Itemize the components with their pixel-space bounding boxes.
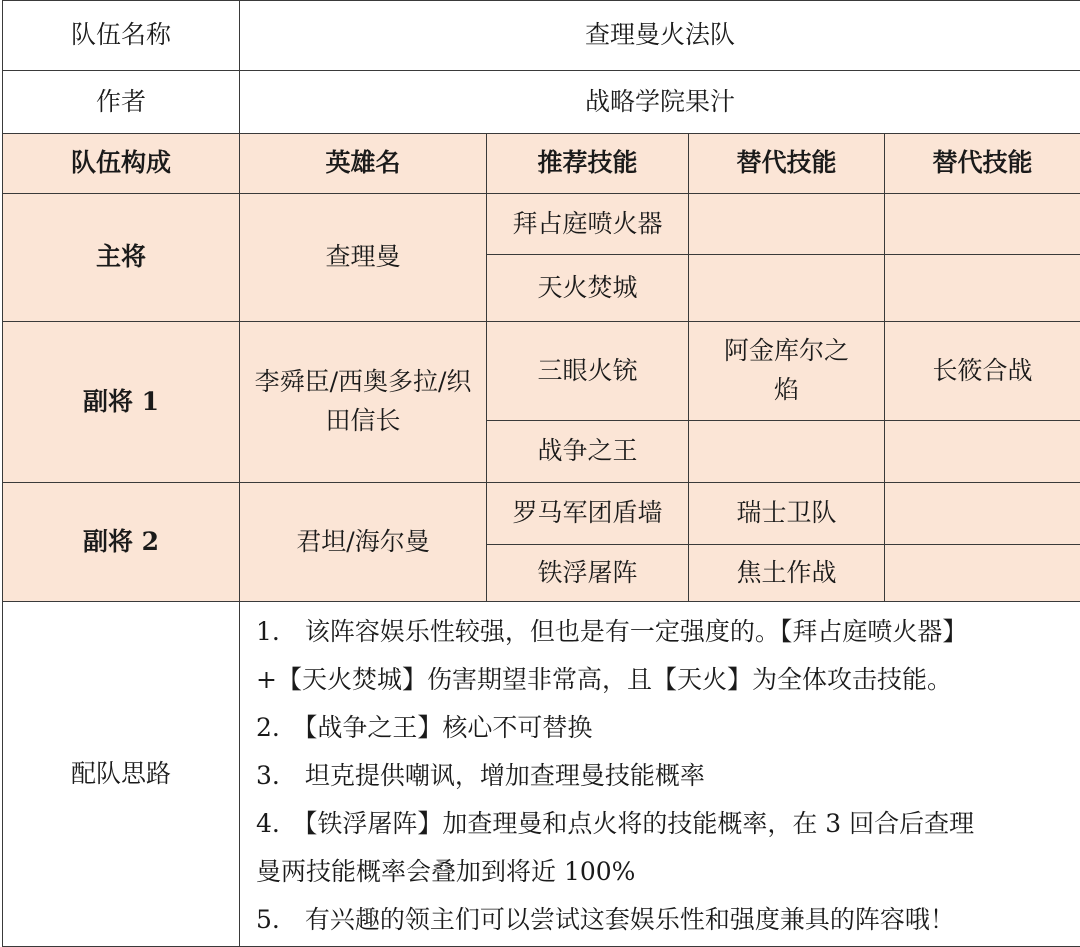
strategy-line: 3. 坦克提供嘲讽，增加查理曼技能概率 [256,752,1066,800]
skill-recommended: 战争之王 [487,421,689,483]
strategy-row [3,602,1080,947]
skill-alt-1 [689,255,885,322]
strategy-line: 曼两技能概率会叠加到将近 100% [256,848,1066,896]
vice-general-2-hero: 君坦/海尔曼 [240,483,487,602]
author-label: 作者 [3,71,240,134]
skill-alt-1 [689,421,885,483]
skill-recommended: 铁浮屠阵 [487,545,689,602]
skill-alt-1: 瑞士卫队 [689,483,885,545]
header-row [3,134,1080,194]
header-recommended-skill: 推荐技能 [487,134,689,194]
vice-general-1-hero: 李舜臣/西奥多拉/织田信长 [240,322,487,483]
header-alt-skill-2: 替代技能 [885,134,1080,194]
strategy-line: 4. 【铁浮屠阵】加查理曼和点火将的技能概率，在 3 回合后查理 [256,800,1066,848]
vice-general-1-row-1 [3,322,1080,421]
skill-alt-2 [885,483,1080,545]
vice-general-2-role: 副将 2 [3,483,240,602]
skill-alt-1 [689,194,885,255]
header-composition: 队伍构成 [3,134,240,194]
author-value: 战略学院果汁 [240,71,1080,134]
strategy-line: 5. 有兴趣的领主们可以尝试这套娱乐性和强度兼具的阵容哦！ [256,896,1066,944]
author-row [3,71,1080,134]
skill-alt-2 [885,545,1080,602]
skill-alt-2: 长筱合战 [885,322,1080,421]
skill-recommended: 拜占庭喷火器 [487,194,689,255]
skill-alt-2 [885,421,1080,483]
vice-general-2-row-1 [3,483,1080,545]
skill-alt-2 [885,194,1080,255]
header-alt-skill-1: 替代技能 [689,134,885,194]
strategy-label: 配队思路 [3,602,240,947]
strategy-notes [240,602,1080,947]
strategy-line: 1. 该阵容娱乐性较强，但也是有一定强度的。【拜占庭喷火器】 [256,608,1066,656]
skill-alt-1: 焦土作战 [689,545,885,602]
main-general-role: 主将 [3,194,240,322]
team-name-label: 队伍名称 [3,1,240,71]
team-name-row [3,1,1080,71]
skill-recommended: 天火焚城 [487,255,689,322]
skill-recommended: 罗马军团盾墙 [487,483,689,545]
main-general-row-1 [3,194,1080,255]
skill-alt-1: 阿金库尔之焰 [689,322,885,421]
skill-recommended: 三眼火铳 [487,322,689,421]
strategy-line: 2. 【战争之王】核心不可替换 [256,704,1066,752]
skill-alt-2 [885,255,1080,322]
team-name-value: 查理曼火法队 [240,1,1080,71]
header-hero: 英雄名 [240,134,487,194]
lineup-table [2,0,1080,947]
strategy-line: +【天火焚城】伤害期望非常高，且【天火】为全体攻击技能。 [256,656,1066,704]
main-general-hero: 查理曼 [240,194,487,322]
vice-general-1-role: 副将 1 [3,322,240,483]
